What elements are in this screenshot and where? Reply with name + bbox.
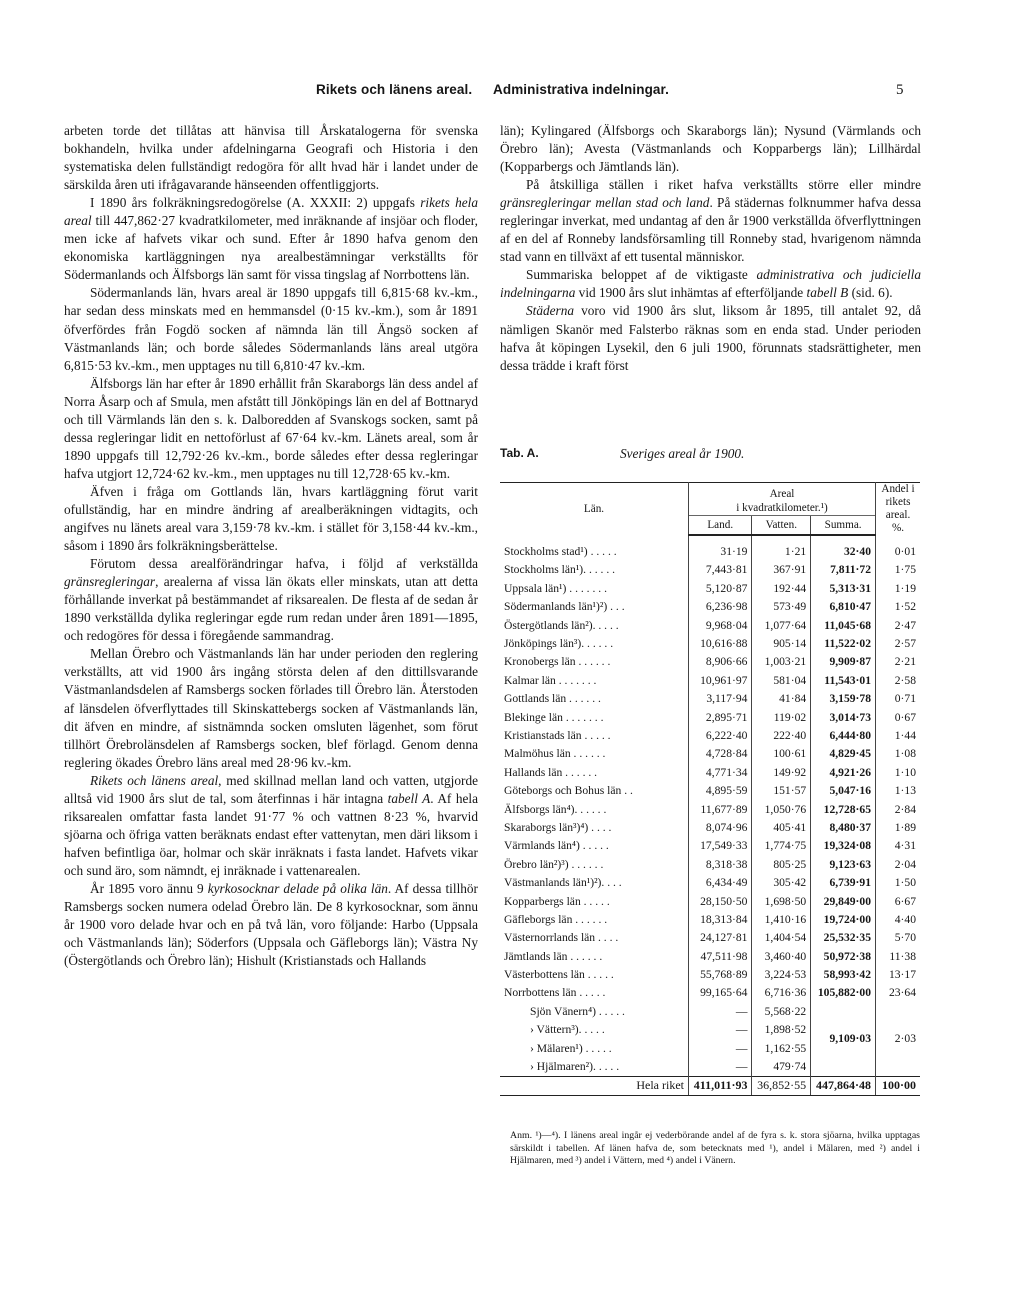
cell-andel: 13·17 — [876, 965, 921, 983]
cell-vatten: 305·42 — [752, 873, 811, 891]
paragraph — [500, 302, 921, 374]
cell-lan: Västerbottens län . . . . . — [504, 968, 614, 982]
cell-summa: 8,480·37 — [811, 818, 876, 836]
table-row — [500, 561, 920, 579]
cell-land: 55,768·89 — [689, 965, 752, 983]
text-run: I 1890 års folkräkningsredogörelse (A. — [90, 195, 310, 211]
cell-vatten: 1,077·64 — [752, 616, 811, 634]
text-run: Mellan Örebro och Västmanlands län har under perioden den reglering verkställts, att vid 1900 års ingång största delen af den dittillsvarande Västmanlandsdelen af Ramsbergs socken förlades till Örebro län. Återstoden af länsdelen öfverflyttades till Skinskattebergs socken af Västmanlands län, dit äfven en mindre, af sistnämnda socken omsluten lägenhet, som förut tillhört Örebrolänsdelen af Ramsbergs socken, blef förlagd. Genom denna reglering ökades Örebro läns areal med 28·96 kv.-km. — [64, 646, 478, 770]
cell-land: 99,165·64 — [689, 984, 752, 1002]
text-run: Summariska beloppet af de viktigaste — [526, 267, 757, 283]
cell-lan: Kalmar län . . . . . . . — [504, 673, 597, 687]
italic-text: tabell A — [387, 790, 431, 806]
cell-summa: 11,045·68 — [811, 616, 876, 634]
cell-andel: 1·89 — [876, 818, 921, 836]
cell-land: 11,677·89 — [689, 800, 752, 818]
text-run: voro vid 1900 års slut, liksom år 1895, till antalet 92, då nämligen Skanör med Falsterbo räknas som en enda stad. Under perioden hafva åt köpingen Lysekil, den 6 juli 1900, förunnats stadsrättigheter, men dessa trädde i kraft först — [500, 303, 921, 373]
cell-land: 31·19 — [689, 535, 752, 560]
cell-land: 5,120·87 — [689, 579, 752, 597]
cell-lake: › Mälaren¹) . . . . . — [530, 1041, 612, 1055]
total-label: Hela riket — [500, 1076, 689, 1095]
header-summa: Summa. — [811, 516, 876, 536]
cell-vatten: 905·14 — [752, 634, 811, 652]
cell-summa: 3,159·78 — [811, 690, 876, 708]
cell-land: — — [689, 1021, 752, 1039]
table-row — [500, 579, 920, 597]
cell-summa: 5,047·16 — [811, 781, 876, 799]
paragraph — [500, 122, 921, 176]
footnote-text: Anm. ¹)—⁴). I länens areal ingår ej vederbörande andel af de fyra s. k. stora sjöarna, hvilka upptagas särskildt i tabellen. Af länen hafva de, som betecknats med ¹), andel i Mälaren, med ²) andel i Hjälmaren, med ³) andel i Vättern, med ⁴) andel i Vänern. — [510, 1130, 920, 1167]
cell-lan: Västmanlands län¹)²). . . . — [504, 876, 622, 890]
cell-vatten: 5,568·22 — [752, 1002, 811, 1020]
table-row — [500, 910, 920, 928]
paragraph — [500, 176, 921, 266]
text-run: (sid. 6). — [848, 285, 893, 301]
cell-land: 17,549·33 — [689, 837, 752, 855]
text-run: . Af hela riksarealen omfattar fasta landet 91·77 % och vattnen 8·23 %, hvarvid sjöarna och öfriga vatten beräknats endast efter vattenytan, men däri liksom i hafven befintliga öar, holmar och skär inräknats i fasta landet. Hafvets vikar och sund äro, som nämndt, ej inräknade i vattenarealen. — [64, 790, 478, 878]
cell-lan: Uppsala län¹) . . . . . . . — [504, 581, 607, 595]
table-row — [500, 634, 920, 652]
page-number: 5 — [896, 82, 904, 98]
header-areal-title: Areal — [769, 488, 795, 500]
text-run: : 2) uppgafs — [347, 195, 421, 211]
table-row — [500, 984, 920, 1002]
cell-andel: 2·04 — [876, 855, 921, 873]
text-run: Äfven i fråga om Gottlands län, hvars kartläggning förut varit ofullständig, har en mindre ändring af arealberäkningen vidtagits, och angifves nu länets areal vara 3,159·78 kv.-km. i stället för 3,158·44 kv.-km., såsom i 1890 års folkräkningsberättelse. — [64, 483, 478, 554]
cell-andel: 5·70 — [876, 929, 921, 947]
cell-andel: 11·38 — [876, 947, 921, 965]
cell-summa: 50,972·38 — [811, 947, 876, 965]
cell-lan: Malmöhus län . . . . . . — [504, 747, 606, 761]
cell-land: 24,127·81 — [689, 929, 752, 947]
cell-land: 47,511·98 — [689, 947, 752, 965]
table-row — [500, 873, 920, 891]
text-run: vid 1900 års slut inhämtas af efterföljande — [575, 285, 807, 301]
cell-lan: Värmlands län⁴) . . . . . — [504, 839, 609, 853]
cell-andel: 4·31 — [876, 837, 921, 855]
cell-land: 8,906·66 — [689, 653, 752, 671]
cell-lan: Blekinge län . . . . . . . — [504, 710, 604, 724]
cell-andel: 6·67 — [876, 892, 921, 910]
small-caps-text: XXXII — [309, 195, 348, 211]
header-areal — [689, 483, 876, 516]
cell-summa: 29,849·00 — [811, 892, 876, 910]
cell-andel: 1·08 — [876, 745, 921, 763]
header-right-title: Administrativa indelningar. — [493, 82, 669, 97]
table-label: Tab. A. — [500, 446, 539, 460]
cell-land: — — [689, 1057, 752, 1076]
header-andel: Andel i rikets areal. %. — [876, 483, 921, 536]
cell-land: 7,443·81 — [689, 561, 752, 579]
cell-lan: Jämtlands län . . . . . . — [504, 949, 603, 963]
table-row — [500, 781, 920, 799]
text-run: . Af dessa tillhör Ramsbergs socken numera odelad Örebro län. De 8 kyrkosocknar, som ännu år 1900 voro delade hvar och en på två län, voro följande: Harbo (Uppsala och Västmanlands län); Söderfors (Uppsala och Gäfleborgs län); Västra Ny (Östergötlands och Örebro län); Hishult (Kristianstads och Hallands — [64, 880, 478, 969]
cell-land: 8,074·96 — [689, 818, 752, 836]
cell-vatten: 119·02 — [752, 708, 811, 726]
cell-lan: Västernorrlands län . . . . — [504, 931, 619, 945]
header-left-title: Rikets och länens areal. — [316, 82, 473, 97]
paragraph — [64, 772, 478, 880]
table-row — [500, 855, 920, 873]
cell-summa: 3,014·73 — [811, 708, 876, 726]
table-row — [500, 800, 920, 818]
text-run: arbeten torde det tillåtas att hänvisa till Årskatalogerna för svenska bokhandeln, hvilka under afdelningarna Geografi och Historia i den systematiska delen fullständigt redogöra för allt hvad här i landet under de särskilda åren uti ifrågavarande hänseenden offentliggjorts. — [64, 123, 478, 193]
text-run: Älfsborgs län har efter år 1890 erhållit från Skaraborgs län dess andel af Norra Åsarp och af Smula, men afstått till Jönköpings län en del af Bottnaryd och till Värmlands län den s. k. Dalboredden af Svanskogs socken, samt på dessa regleringar lidit en nettoförlust af 67·64 kv.-km. Länets areal, som år 1890 uppgafs till 12,792·26 kv.-km., borde således efter dessa regleringar hafva utgjort 12,724·62 kv.-km., men upptages nu till 12,728·65 kv.-km. — [64, 375, 478, 481]
cell-summa: 11,543·01 — [811, 671, 876, 689]
cell-lan: Jönköpings län³). . . . . . — [504, 637, 614, 651]
cell-vatten: 41·84 — [752, 690, 811, 708]
cell-summa: 5,313·31 — [811, 579, 876, 597]
cell-summa: 105,882·00 — [811, 984, 876, 1002]
cell-andel: 2·47 — [876, 616, 921, 634]
cell-vatten: 100·61 — [752, 745, 811, 763]
cell-land: 4,895·59 — [689, 781, 752, 799]
table-row — [500, 965, 920, 983]
italic-text: rikets hela areal — [64, 195, 479, 229]
table-row — [500, 745, 920, 763]
cell-vatten: 1,404·54 — [752, 929, 811, 947]
cell-lakes-andel: 2·03 — [876, 1002, 921, 1076]
table-row — [500, 653, 920, 671]
cell-lake: › Hjälmaren²). . . . . — [530, 1060, 620, 1074]
italic-text: gränsregleringar mellan stad och land — [500, 195, 710, 211]
cell-vatten: 367·91 — [752, 561, 811, 579]
cell-land: 8,318·38 — [689, 855, 752, 873]
cell-summa: 11,522·02 — [811, 634, 876, 652]
cell-summa: 58,993·42 — [811, 965, 876, 983]
table-row — [500, 892, 920, 910]
cell-land: — — [689, 1002, 752, 1020]
cell-summa: 19,724·00 — [811, 910, 876, 928]
table-footnote — [510, 1130, 920, 1168]
cell-land: 6,236·98 — [689, 598, 752, 616]
text-run: till 447,862·27 kvadratkilometer, med inräknande af insjöar och floder, men icke af hafvets vikar och sund. Efter år 1890 hafva genom den ekonomiska kartläggningen nya arealbestämningar verkställts för Södermanlands och Älfsborgs län samt för vissa tingslag af Norrbottens län. — [64, 213, 478, 283]
cell-vatten: 1,162·55 — [752, 1039, 811, 1057]
italic-text: administrativa och judiciella indelningarna — [500, 267, 921, 301]
table-row — [500, 763, 920, 781]
table-row — [500, 616, 920, 634]
italic-text: kyrkosocknar delade på olika län — [207, 880, 388, 896]
cell-lan: Kristianstads län . . . . . — [504, 728, 611, 742]
cell-andel: 1·52 — [876, 598, 921, 616]
table-row — [500, 671, 920, 689]
cell-summa: 12,728·65 — [811, 800, 876, 818]
cell-andel: 0·67 — [876, 708, 921, 726]
cell-lan: Gottlands län . . . . . . — [504, 692, 601, 706]
cell-andel: 2·58 — [876, 671, 921, 689]
cell-vatten: 149·92 — [752, 763, 811, 781]
table-row — [500, 818, 920, 836]
table-row — [500, 726, 920, 744]
table-row — [500, 837, 920, 855]
total-land: 411,011·93 — [689, 1076, 752, 1095]
header-areal-unit: i kvadratkilometer.¹) — [736, 502, 828, 514]
table-row — [500, 929, 920, 947]
right-text-column — [500, 122, 921, 375]
paragraph — [64, 375, 478, 483]
cell-andel: 2·57 — [876, 634, 921, 652]
cell-lake: › Vättern³). . . . . — [530, 1023, 605, 1037]
cell-land: — — [689, 1039, 752, 1057]
cell-land: 10,616·88 — [689, 634, 752, 652]
italic-text: tabell B — [806, 285, 849, 301]
text-run: län); Kylingared (Älfsborgs och Skaraborgs län); Nysund (Värmlands och Örebro län); Avesta (Västmanlands och Kopparbergs län); Lillhärdal (Kopparbergs och Jämtlands län). — [500, 123, 921, 175]
cell-andel: 23·64 — [876, 984, 921, 1002]
cell-land: 10,961·97 — [689, 671, 752, 689]
total-andel: 100·00 — [876, 1076, 921, 1095]
cell-vatten: 3,224·53 — [752, 965, 811, 983]
text-run: På åtskilliga ställen i riket hafva verkställts större eller mindre — [526, 177, 921, 193]
total-vatten: 36,852·55 — [752, 1076, 811, 1095]
cell-summa: 9,909·87 — [811, 653, 876, 671]
cell-lan: Norrbottens län . . . . . — [504, 986, 606, 1000]
cell-andel: 1·10 — [876, 763, 921, 781]
cell-vatten: 1,410·16 — [752, 910, 811, 928]
total-summa: 447,864·48 — [811, 1076, 876, 1095]
cell-summa: 7,811·72 — [811, 561, 876, 579]
cell-summa: 4,921·26 — [811, 763, 876, 781]
paragraph — [64, 284, 478, 374]
cell-vatten: 405·41 — [752, 818, 811, 836]
cell-lan: Stockholms stad¹) . . . . . — [504, 544, 617, 558]
header-lan: Län. — [583, 503, 605, 516]
lake-row — [500, 1002, 920, 1020]
cell-summa: 6,739·91 — [811, 873, 876, 891]
paragraph — [64, 555, 478, 645]
cell-andel: 2·84 — [876, 800, 921, 818]
cell-lan: Hallands län . . . . . . — [504, 765, 598, 779]
area-table — [500, 482, 920, 1096]
text-run: År 1895 voro ännu 9 — [90, 880, 208, 896]
table-row — [500, 708, 920, 726]
paragraph — [64, 880, 478, 970]
cell-vatten: 573·49 — [752, 598, 811, 616]
cell-land: 4,728·84 — [689, 745, 752, 763]
cell-lan: Göteborgs och Bohus län . . — [504, 784, 633, 798]
text-run: . På städernas folknummer hafva dessa regleringar inverkat, med undantag af den år 1900 verkställda öfverflyttningen af en del af Ronneby landsförsamling till Ronneby stad, hvarigenom nämnda stad vann en tillväxt af ett tusental människor. — [500, 195, 921, 265]
cell-vatten: 222·40 — [752, 726, 811, 744]
cell-vatten: 581·04 — [752, 671, 811, 689]
cell-vatten: 1,774·75 — [752, 837, 811, 855]
cell-land: 2,895·71 — [689, 708, 752, 726]
header-land: Land. — [689, 516, 752, 536]
cell-lan: Stockholms län¹). . . . . . — [504, 563, 616, 577]
cell-andel: 1·50 — [876, 873, 921, 891]
cell-land: 9,968·04 — [689, 616, 752, 634]
paragraph — [64, 483, 478, 555]
cell-summa: 6,444·80 — [811, 726, 876, 744]
cell-lan: Älfsborgs län⁴). . . . . . — [504, 802, 607, 816]
cell-andel: 0·71 — [876, 690, 921, 708]
cell-vatten: 805·25 — [752, 855, 811, 873]
total-row — [500, 1076, 920, 1095]
cell-andel: 0·01 — [876, 535, 921, 560]
italic-text: Städerna — [526, 303, 575, 319]
cell-land: 28,150·50 — [689, 892, 752, 910]
paragraph — [64, 194, 478, 284]
left-text-column — [64, 122, 478, 970]
cell-vatten: 1,898·52 — [752, 1021, 811, 1039]
cell-summa: 4,829·45 — [811, 745, 876, 763]
running-header — [0, 82, 1024, 104]
cell-summa: 19,324·08 — [811, 837, 876, 855]
italic-text: Rikets och länens areal — [90, 772, 219, 788]
cell-lan: Östergötlands län²). . . . . — [504, 618, 619, 632]
cell-andel: 4·40 — [876, 910, 921, 928]
cell-lan: Gäfleborgs län . . . . . . — [504, 912, 608, 926]
cell-lake: Sjön Vänern⁴) . . . . . — [530, 1004, 625, 1018]
cell-summa: 6,810·47 — [811, 598, 876, 616]
cell-lan: Södermanlands län¹)²) . . . — [504, 600, 625, 614]
cell-vatten: 151·57 — [752, 781, 811, 799]
cell-lakes-summa: 9,109·03 — [811, 1002, 876, 1076]
cell-land: 18,313·84 — [689, 910, 752, 928]
text-run: Förutom dessa arealförändringar hafva, i följd af verkställda — [90, 556, 478, 572]
cell-vatten: 3,460·40 — [752, 947, 811, 965]
paragraph — [64, 645, 478, 771]
cell-andel: 2·21 — [876, 653, 921, 671]
cell-lan: Skaraborgs län³)⁴) . . . . — [504, 820, 612, 834]
paragraph — [500, 266, 921, 302]
cell-land: 4,771·34 — [689, 763, 752, 781]
cell-lan: Örebro län²)³) . . . . . . — [504, 857, 604, 871]
cell-lan: Kronobergs län . . . . . . — [504, 655, 611, 669]
cell-vatten: 1,003·21 — [752, 653, 811, 671]
cell-andel: 1·19 — [876, 579, 921, 597]
cell-vatten: 6,716·36 — [752, 984, 811, 1002]
cell-vatten: 1·21 — [752, 535, 811, 560]
paragraph — [64, 122, 478, 194]
header-vatten: Vatten. — [752, 516, 811, 536]
cell-vatten: 479·74 — [752, 1057, 811, 1076]
table-caption — [500, 446, 920, 466]
table-row — [500, 947, 920, 965]
cell-summa: 32·40 — [811, 535, 876, 560]
cell-land: 6,434·49 — [689, 873, 752, 891]
table-row — [500, 690, 920, 708]
cell-summa: 9,123·63 — [811, 855, 876, 873]
cell-vatten: 192·44 — [752, 579, 811, 597]
cell-summa: 25,532·35 — [811, 929, 876, 947]
cell-andel: 1·44 — [876, 726, 921, 744]
table-row — [500, 535, 920, 560]
italic-text: gränsregleringar — [64, 574, 156, 590]
cell-land: 3,117·94 — [689, 690, 752, 708]
cell-andel: 1·13 — [876, 781, 921, 799]
cell-vatten: 1,050·76 — [752, 800, 811, 818]
cell-andel: 1·75 — [876, 561, 921, 579]
cell-vatten: 1,698·50 — [752, 892, 811, 910]
cell-land: 6,222·40 — [689, 726, 752, 744]
text-run: , med skillnad mellan land och vatten, utgjorde alltså vid 1900 års slut de tal, som återfinnas i här intagna — [64, 772, 478, 806]
text-run: Södermanlands län, hvars areal är 1890 uppgafs till 6,815·68 kv.-km., har sedan dess minskats med en hemmansdel (0·15 kv.-km.), som år 1891 öfverfördes från Fogdö socken af nämnda län till Ängsö socken af Västmanlands län; och borde således Södermanlands läns areal utgöra 6,815·53 kv.-km., men upptages nu till 6,810·47 kv.-km. — [64, 285, 478, 373]
table-row — [500, 598, 920, 616]
cell-lan: Kopparbergs län . . . . . — [504, 894, 610, 908]
table-title: Sveriges areal år 1900. — [620, 446, 745, 461]
text-run: , arealerna af vissa län ökats eller minskats, utan att detta förhållande inverkat på bestämmandet af riksarealen. De flesta af de sedan år 1890 verkställda dylika regleringar egde rum redan under åren 1891—1895, och redogöres för dessa i föregående sammandrag. — [64, 574, 478, 644]
